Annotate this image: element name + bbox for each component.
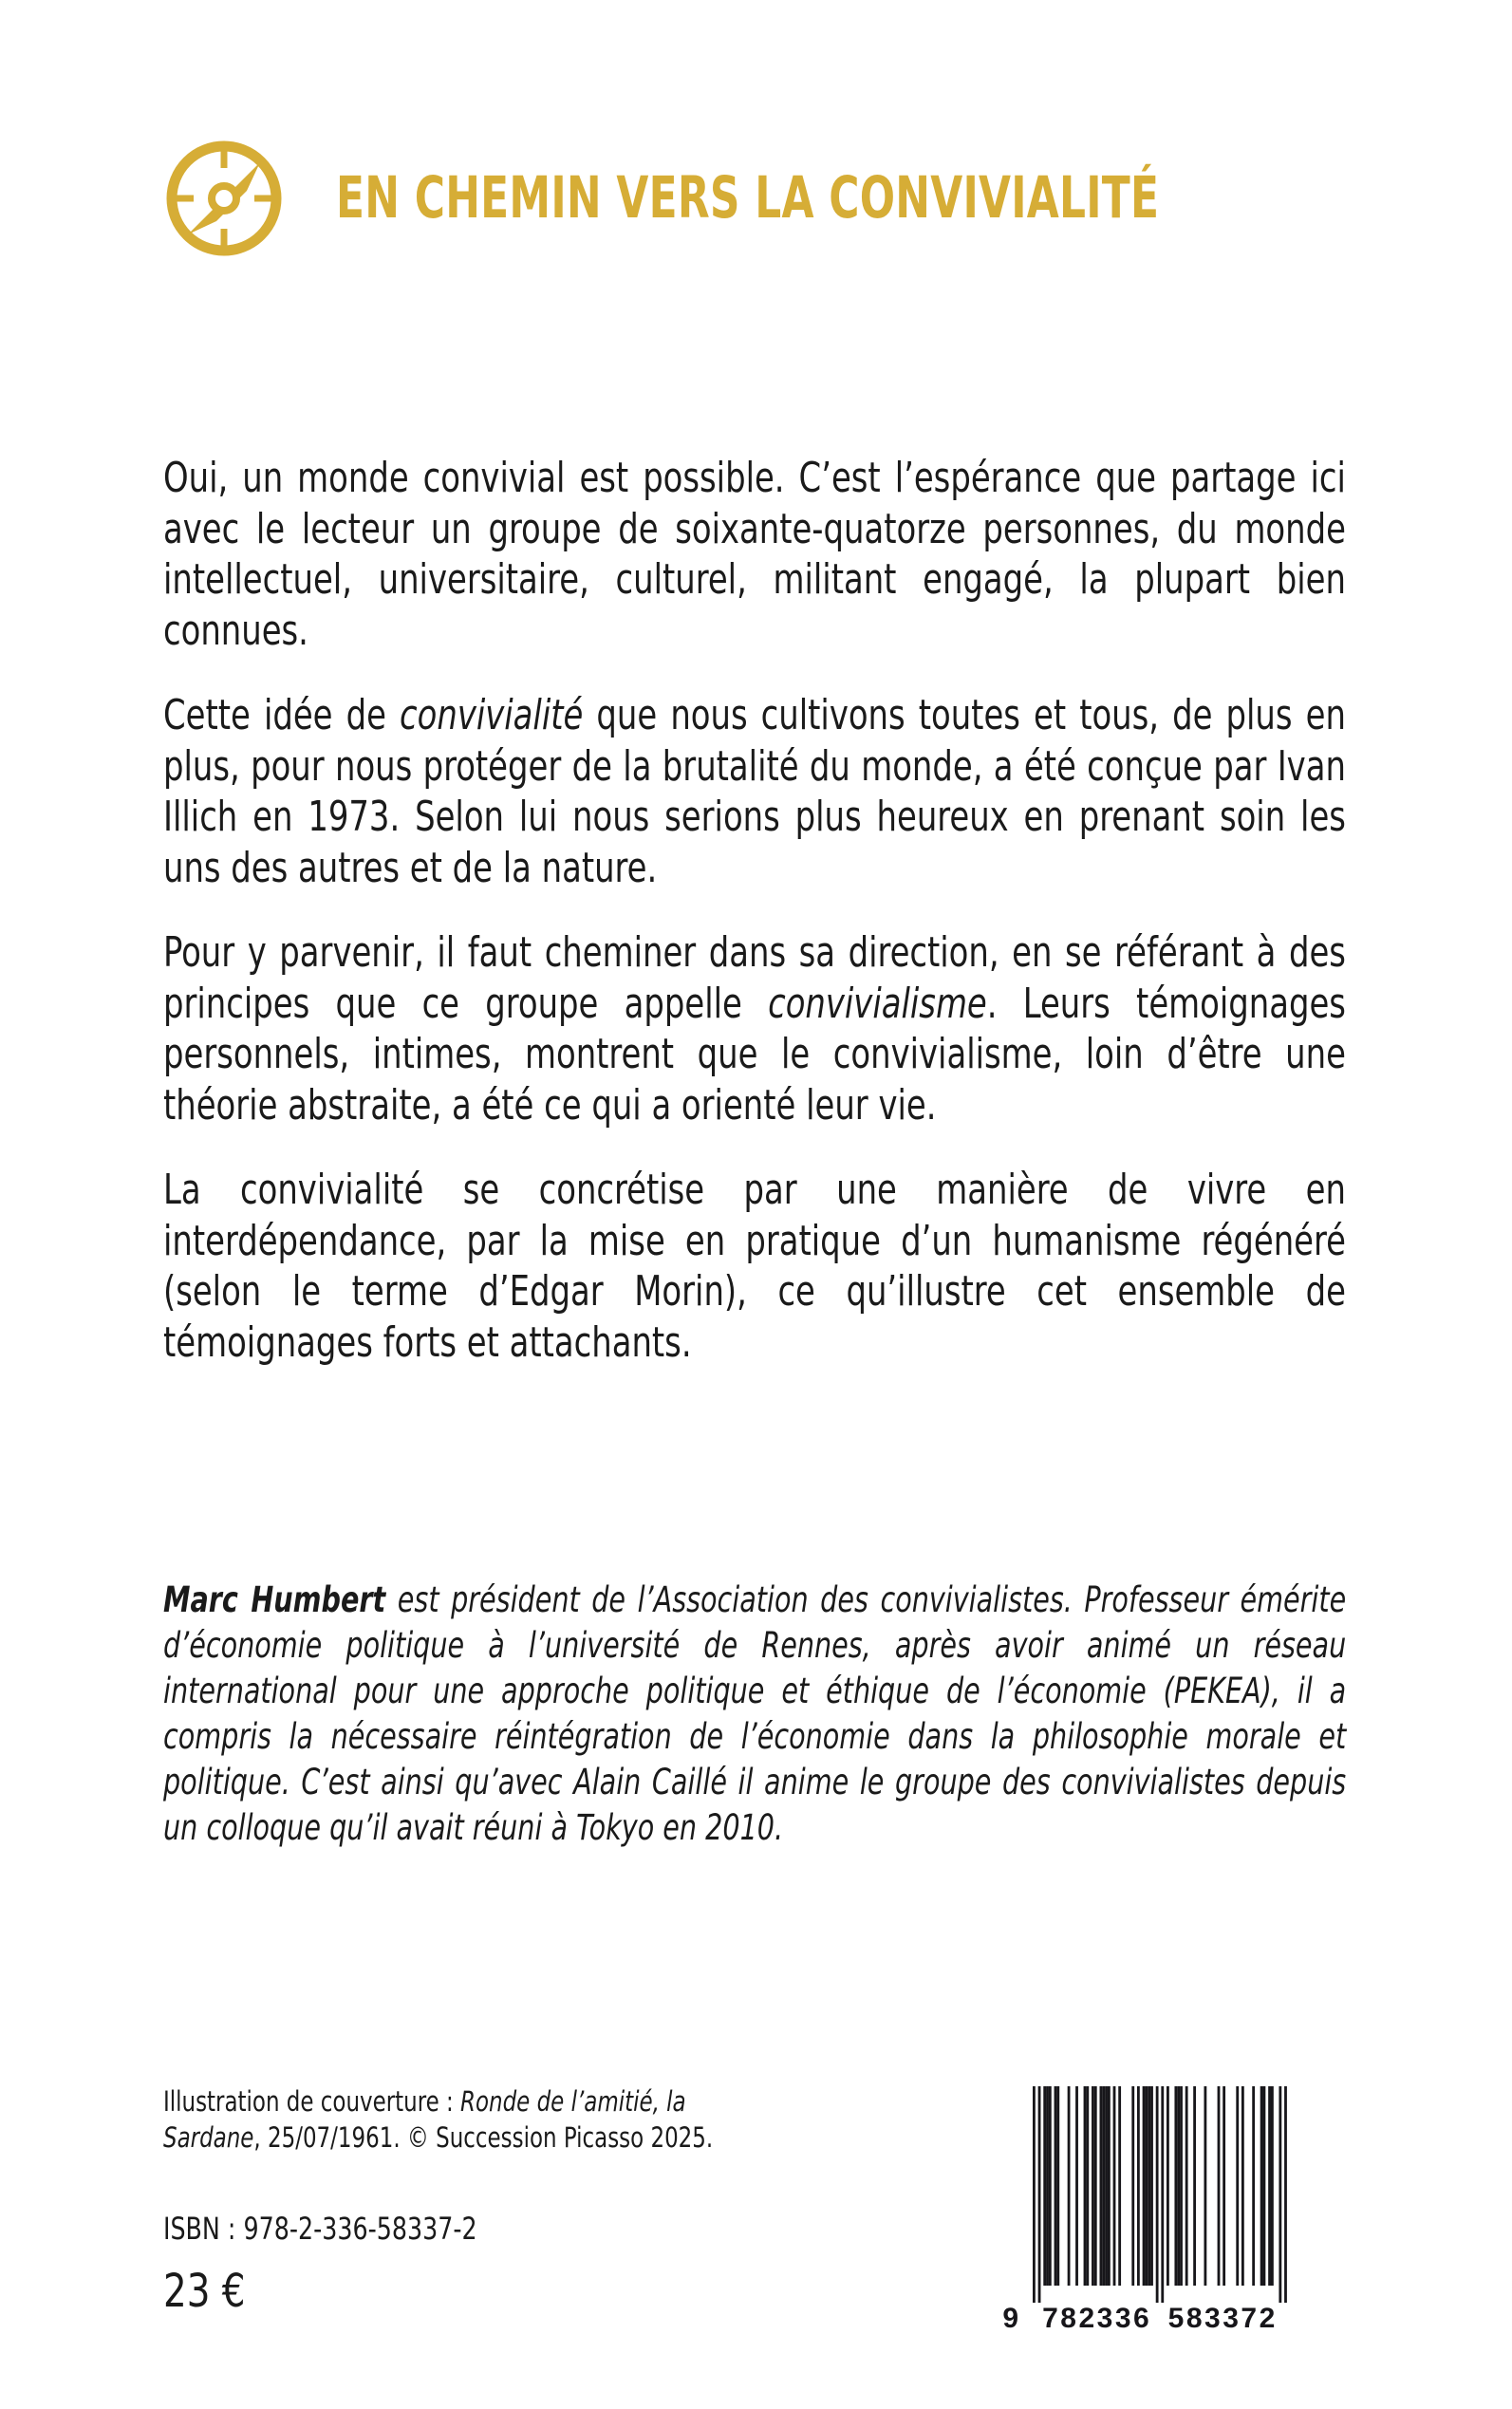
author-bio-body: est président de l’Association des convivialistes. Professeur émérite d’économie politique à l’université de Rennes, après avoir animé un réseau international pour une approche politique et éthique de l’économie (PEKEA), il a compris la nécessaire réintégration de l’économie dans la philosophie morale et politique. C’est ainsi qu’avec Alain Caillé il anime le groupe des convivialistes depuis un colloque qu’il avait réuni à Tokyo en 2010. — [163, 1579, 1347, 1848]
ean13-barcode — [987, 2079, 1367, 2354]
blurb-run-2-1: Cette idée de — [163, 692, 401, 739]
blurb-run-2-2: convivialité — [400, 692, 584, 739]
series-title: EN CHEMIN VERS LA CONVIVIALITÉ — [336, 163, 1160, 232]
author-bio — [163, 1578, 1346, 1851]
author-bio-paragraph — [163, 1578, 1346, 1851]
blurb-paragraph-3 — [163, 928, 1346, 1131]
blurb-run-3-1: Pour y parvenir, il faut cheminer dans sa direction, en se référant à des principes que ce groupe appelle — [163, 929, 1346, 1028]
compass-icon — [161, 136, 287, 261]
author-name: Marc Humbert — [163, 1579, 386, 1620]
cover-footer — [0, 2069, 1512, 2409]
illustration-credit — [163, 2083, 748, 2156]
series-header — [161, 136, 1365, 261]
price-text: 23 € — [163, 2265, 246, 2318]
illustration-credit-title: Ronde de l’amitié, la Sardane — [163, 2085, 686, 2154]
svg-text:9: 9 — [1002, 2303, 1021, 2334]
blurb-paragraph-4 — [163, 1166, 1346, 1369]
svg-text:782336: 782336 — [1042, 2303, 1152, 2334]
blurb-run-4-1: La convivialité se concrétise par une manière de vivre en interdépendance, par la mise en pratique d’un humanisme régénéré (selon le terme d’Edgar Morin), ce qu’illustre cet ensemble de témoignages forts et attachants. — [163, 1167, 1346, 1367]
blurb-run-3-2: convivialisme — [768, 980, 987, 1028]
blurb-paragraph-1 — [163, 454, 1346, 657]
blurb-run-2-3: que nous cultivons toutes et tous, de plus en plus, pour nous protéger de la brutalité du monde, a été conçue par Ivan Illich en 1973. Selon lui nous serions plus heureux en prenant soin les uns des autres et de la nature. — [163, 692, 1346, 892]
blurb-run-1-1: Oui, un monde convivial est possible. C’est l’espérance que partage ici avec le lecteur un groupe de soixante-quatorze personnes, du monde intellectuel, universitaire, culturel, militant engagé, la plupart bien connues. — [163, 455, 1346, 655]
blurb-run-3-3: . Leurs témoignages personnels, intimes, montrent que le convivialisme, loin d’être une théorie abstraite, a été ce qui a orienté leur vie. — [163, 980, 1346, 1130]
illustration-credit-rest: , 25/07/1961. © Succession Picasso 2025. — [253, 2121, 714, 2154]
illustration-credit-label: Illustration de couverture : — [163, 2085, 461, 2118]
blurb-paragraph-2 — [163, 691, 1346, 894]
blurb-text — [163, 454, 1346, 1369]
isbn-text: ISBN : 978-2-336-58337-2 — [163, 2211, 477, 2247]
svg-text:583372: 583372 — [1167, 2303, 1278, 2334]
